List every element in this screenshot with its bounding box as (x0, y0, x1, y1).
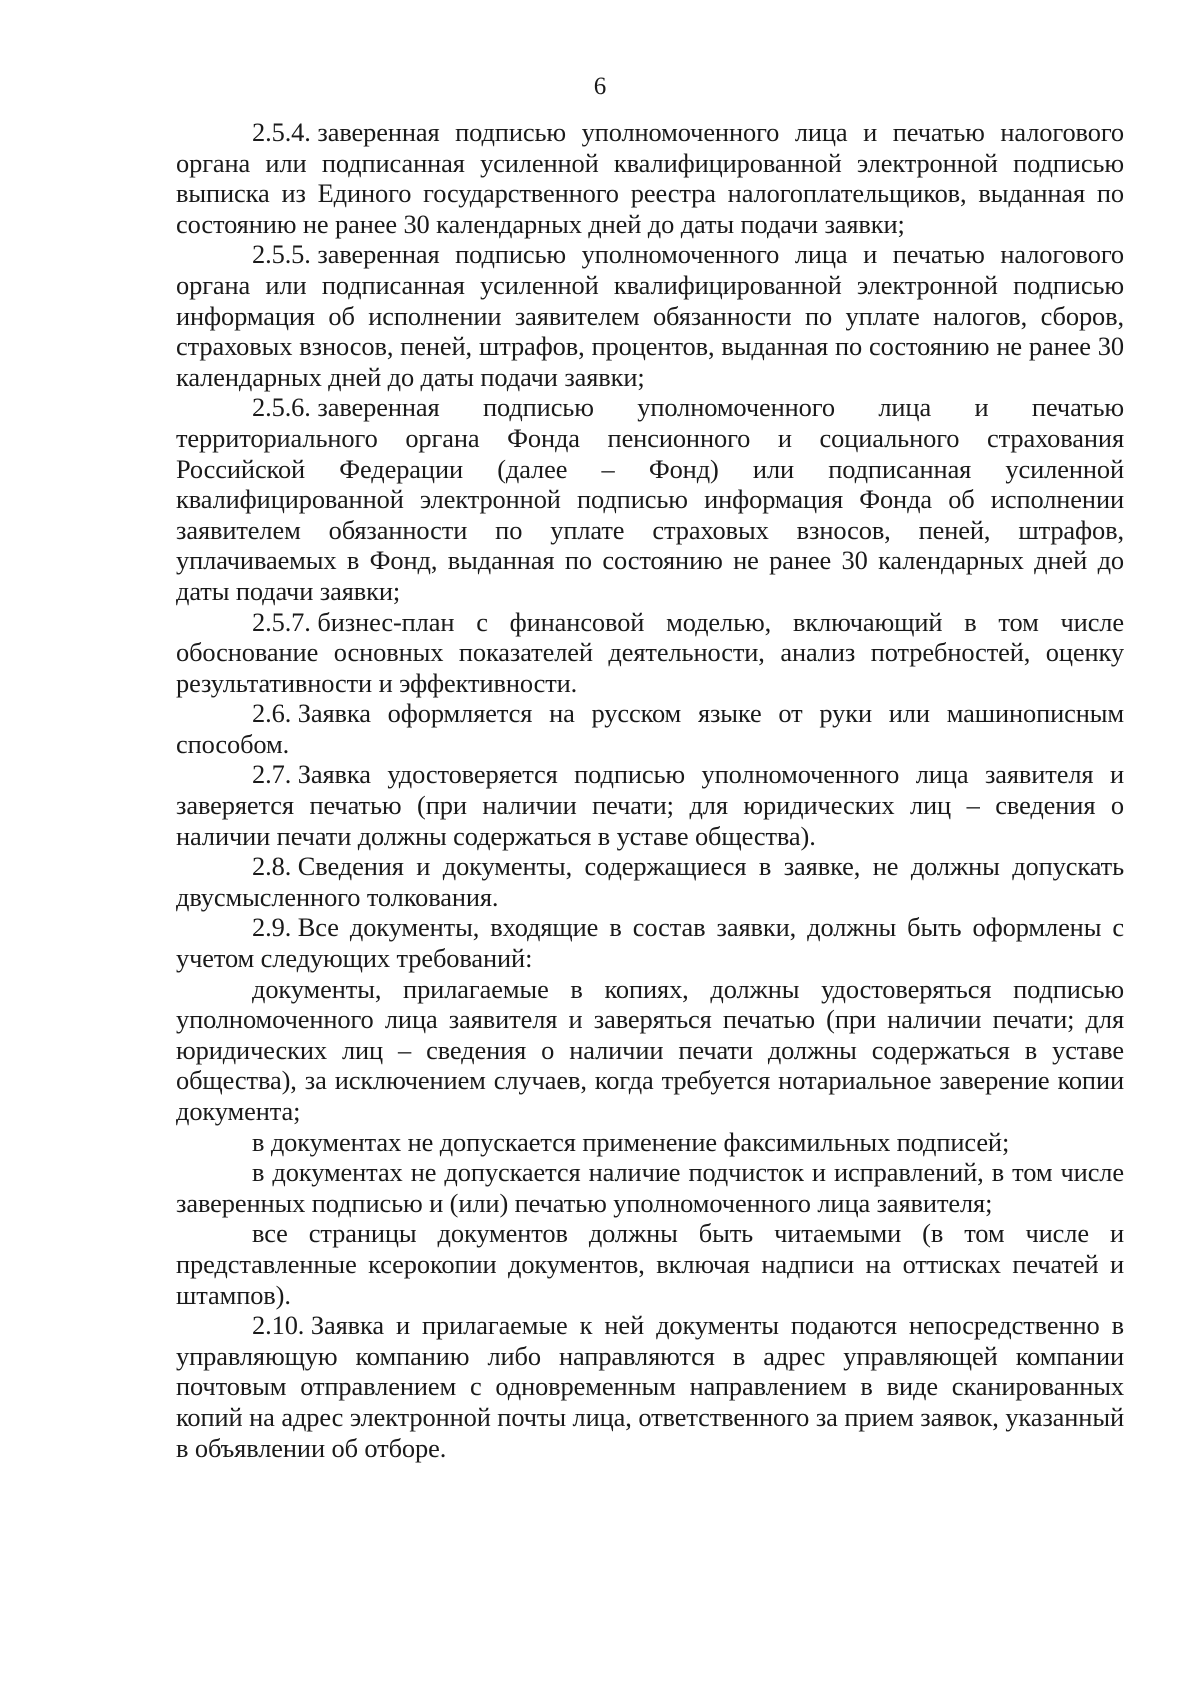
paragraph-text: в документах не допускается наличие подчисток и исправлений, в том числе заверенных подписью и (или) печатью уполномоченного лица заявителя; (176, 1157, 1124, 1218)
page-number: 6 (593, 73, 607, 100)
requirement-copies (176, 974, 1124, 1127)
paragraph-text: Сведения и документы, содержащиеся в заявке, не должны допускать двусмысленного толкования. (176, 851, 1124, 912)
requirement-facsimile (176, 1127, 1124, 1158)
paragraph-number: 2.6. (252, 698, 292, 729)
paragraph-text: бизнес-план с финансовой моделью, включающий в том числе обоснование основных показателей деятельности, анализ потребностей, оценку результативности и эффективности. (176, 606, 1124, 698)
paragraph-number: 2.10. (252, 1310, 305, 1341)
paragraph-text: Заявка и прилагаемые к ней документы подаются непосредственно в управляющую компанию либо направляются в адрес управляющей компании почтовым отправлением с одновременным направлением в виде сканированных копий на адрес электронной почты лица, ответственного за прием заявок, указанный в объявлении об отборе. (176, 1310, 1124, 1463)
paragraph-number: 2.5.4. (252, 117, 311, 147)
paragraph-2-5-5 (176, 239, 1124, 392)
paragraph-2-9 (176, 912, 1124, 973)
paragraph-number: 2.5.7. (252, 606, 311, 637)
paragraph-2-6 (176, 698, 1124, 759)
document-body (176, 117, 1124, 1463)
paragraph-text: Заявка оформляется на русском языке от руки или машинописным способом. (176, 698, 1124, 759)
paragraph-text: заверенная подписью уполномоченного лица и печатью налогового органа или подписанная усиленной квалифицированной электронной подписью выписка из Единого государственного реестра налогоплательщиков, выданная по состоянию не ранее 30 календарных дней до даты подачи заявки; (176, 117, 1124, 239)
requirement-readable (176, 1218, 1124, 1310)
paragraph-2-5-6 (176, 392, 1124, 606)
paragraph-number: 2.9. (252, 912, 292, 943)
requirement-corrections (176, 1157, 1124, 1218)
paragraph-2-5-4 (176, 117, 1124, 239)
paragraph-text: заверенная подписью уполномоченного лица и печатью налогового органа или подписанная усиленной квалифицированной электронной подписью информация об исполнении заявителем обязанности по уплате налогов, сборов, страховых взносов, пеней, штрафов, процентов, выданная по состоянию не ранее 30 календарных дней до даты подачи заявки; (176, 239, 1124, 392)
paragraph-number: 2.8. (252, 851, 292, 882)
paragraph-2-5-7 (176, 607, 1124, 699)
paragraph-text: Заявка удостоверяется подписью уполномоченного лица заявителя и заверяется печатью (при наличии печати; для юридических лиц – сведения о наличии печати должны содержаться в уставе общества). (176, 759, 1124, 851)
paragraph-number: 2.7. (252, 759, 292, 790)
paragraph-number: 2.5.5. (252, 239, 311, 270)
paragraph-text: Все документы, входящие в состав заявки, должны быть оформлены с учетом следующих требований: (176, 912, 1124, 974)
paragraph-text: в документах не допускается применение факсимильных подписей; (252, 1126, 1010, 1157)
paragraph-2-8 (176, 851, 1124, 912)
paragraph-text: документы, прилагаемые в копиях, должны удостоверяться подписью уполномоченного лица заявителя и заверяться печатью (при наличии печати; для юридических лиц – сведения о наличии печати должны содержаться в уставе общества), за исключением случаев, когда требуется нотариальное заверение копии документа; (176, 973, 1124, 1126)
paragraph-text: заверенная подписью уполномоченного лица и печатью территориального органа Фонда пенсионного и социального страхования Российской Федерации (далее – Фонд) или подписанная усиленной квалифицированной электронной подписью информация Фонда об исполнении заявителем обязанности по уплате страховых взносов, пеней, штрафов, уплачиваемых в Фонд, выданная по состоянию не ранее 30 календарных дней до даты подачи заявки; (176, 392, 1124, 606)
paragraph-number: 2.5.6. (252, 392, 311, 423)
paragraph-2-10 (176, 1310, 1124, 1463)
paragraph-text: все страницы документов должны быть читаемыми (в том числе и представленные ксерокопии документов, включая надписи на оттисках печатей и штампов). (176, 1218, 1124, 1310)
paragraph-2-7 (176, 759, 1124, 851)
